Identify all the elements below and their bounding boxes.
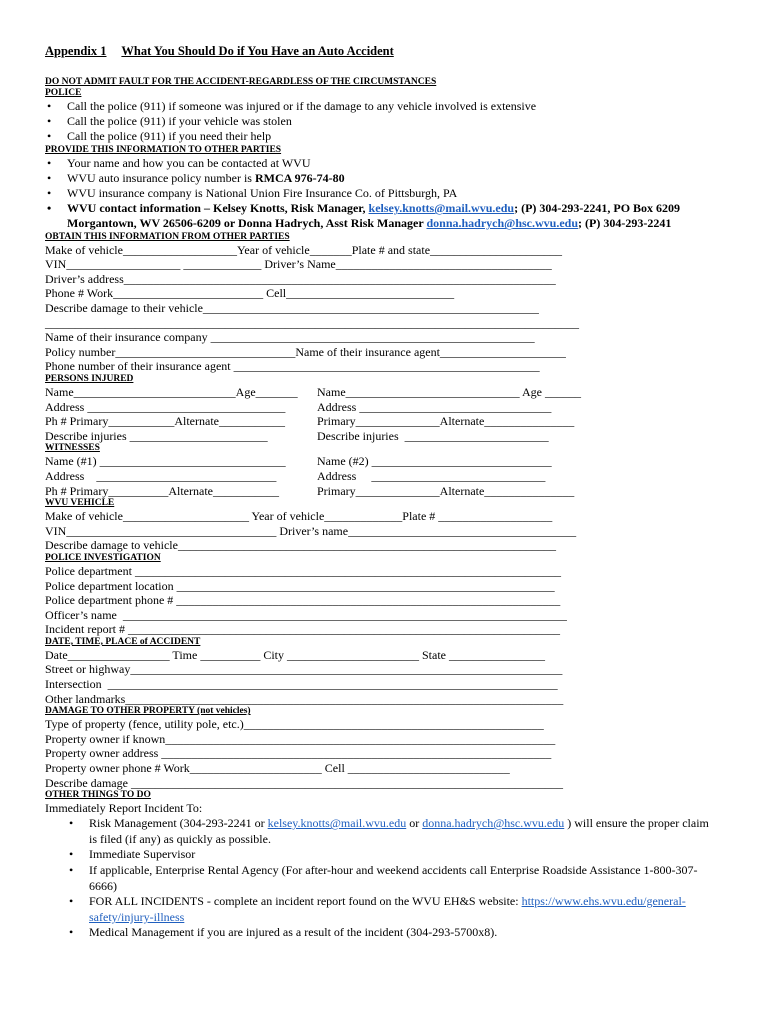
form-line[interactable]: Police department phone # ________________________________________________________________: [45, 593, 561, 608]
police-heading: POLICE: [45, 88, 82, 98]
form-line[interactable]: Describe damage to vehicle_______________________________________________________________: [45, 538, 556, 553]
form-line[interactable]: Name_____________________________ Age ______: [317, 384, 581, 399]
form-line[interactable]: Address ______________________________: [45, 468, 277, 483]
form-line[interactable]: Name (#2) ______________________________: [317, 454, 552, 469]
provide-item: • Your name and how you can be contacted at WVU: [45, 156, 725, 171]
policy-prefix: WVU auto insurance policy number is: [67, 170, 255, 185]
form-line[interactable]: Street or highway________________________________________________________________________: [45, 662, 563, 677]
date-place-fields: [45, 648, 725, 706]
form-line[interactable]: Officer’s name __________________________________________________________________________: [45, 607, 567, 622]
form-line[interactable]: Name___________________________Age_______: [45, 384, 298, 399]
police-investigation-heading: POLICE INVESTIGATION: [45, 552, 161, 563]
police-item: • Call the police (911) if your vehicle was stolen: [45, 114, 725, 129]
damage-other-heading: DAMAGE TO OTHER PROPERTY (not vehicles): [45, 706, 251, 717]
form-line[interactable]: _________________________________________________________________________________________: [45, 315, 579, 330]
police-investigation-fields: [45, 564, 725, 637]
form-line[interactable]: Primary______________Alternate_______________: [317, 414, 575, 429]
ehs-website-link[interactable]: https://www.ehs.wvu.edu/general-safety/injury-illness: [89, 894, 686, 924]
obtain-fields: [45, 243, 725, 374]
other-item: [45, 816, 717, 847]
form-line[interactable]: Address ________________________________: [317, 399, 552, 414]
other-heading: OTHER THINGS TO DO: [45, 790, 151, 801]
form-line[interactable]: Policy number______________________________Name of their insurance agent_____________________: [45, 344, 566, 359]
form-line[interactable]: Type of property (fence, utility pole, etc.)__________________________________________________: [45, 717, 544, 732]
form-line[interactable]: VIN___________________ _____________ Driver’s Name____________________________________: [45, 257, 552, 272]
form-line[interactable]: Address _________________________________: [45, 399, 286, 414]
item-text: FOR ALL INCIDENTS - complete an incident report found on the WVU EH&S website:: [89, 894, 522, 909]
form-row: [45, 400, 725, 415]
persons-heading: PERSONS INJURED: [45, 373, 134, 384]
persons-fields: [45, 385, 725, 443]
form-line[interactable]: Phone number of their insurance agent ___________________________________________________: [45, 359, 540, 374]
other-item: [45, 894, 717, 925]
form-line[interactable]: Name (#1) _______________________________: [45, 454, 286, 469]
document-page: [45, 44, 725, 941]
form-line[interactable]: Make of vehicle_____________________ Year of vehicle_____________Plate # ___________________: [45, 509, 553, 524]
provide-list: [45, 156, 725, 232]
item-text: ) will ensure the proper claim is filed (if any) as quickly as possible.: [89, 816, 709, 846]
contact-text: WVU contact information – Kelsey Knotts, Risk Manager,: [67, 201, 369, 216]
obtain-heading: OBTAIN THIS INFORMATION FROM OTHER PARTIES: [45, 231, 290, 242]
title-text: What You Should Do if You Have an Auto Accident: [121, 44, 394, 58]
other-list: [45, 816, 725, 941]
date-place-heading: DATE, TIME, PLACE of ACCIDENT: [45, 636, 201, 647]
form-line[interactable]: Property owner if known_________________________________________________________________: [45, 731, 556, 746]
police-item: • Call the police (911) if someone was injured or if the damage to any vehicle involved is extensive: [45, 99, 725, 114]
kelsey-email-link[interactable]: kelsey.knotts@mail.wvu.edu: [368, 201, 515, 216]
form-line[interactable]: Incident report # ________________________________________________________________________: [45, 622, 560, 637]
form-row: [45, 469, 725, 484]
form-line[interactable]: Describe injuries _______________________: [45, 428, 268, 443]
form-line[interactable]: Intersection ___________________________________________________________________________: [45, 677, 558, 692]
form-line[interactable]: Name of their insurance company ______________________________________________________: [45, 330, 535, 345]
form-line[interactable]: Property owner phone # Work______________________ Cell ___________________________: [45, 761, 510, 776]
form-line[interactable]: Ph # Primary___________Alternate___________: [45, 414, 285, 429]
provide-heading: PROVIDE THIS INFORMATION TO OTHER PARTIES: [45, 144, 282, 155]
form-line[interactable]: Police department location _______________________________________________________________: [45, 578, 555, 593]
form-row: [45, 454, 725, 469]
damage-other-fields: [45, 717, 725, 790]
police-list: [45, 99, 725, 145]
contact-item: [45, 201, 725, 231]
contact-text: ; (P) 304-293-2241: [578, 216, 672, 231]
form-row: [45, 385, 725, 400]
provide-item: [45, 171, 725, 186]
other-item: • Immediate Supervisor: [45, 847, 717, 863]
wvu-vehicle-heading: WVU VEHICLE: [45, 498, 115, 509]
police-item: • Call the police (911) if you need their help: [45, 129, 725, 144]
form-line[interactable]: Phone # Work_________________________ Cell____________________________: [45, 286, 455, 301]
form-line[interactable]: Ph # Primary__________Alternate___________: [45, 483, 279, 498]
form-line[interactable]: Driver’s address________________________________________________________________________: [45, 271, 556, 286]
other-item: • Medical Management if you are injured as a result of the incident (304-293-5700x8).: [45, 925, 717, 941]
warning-heading: DO NOT ADMIT FAULT FOR THE ACCIDENT-REGARDLESS OF THE CIRCUMSTANCES: [45, 77, 437, 87]
form-line[interactable]: Describe injuries ________________________: [317, 428, 549, 443]
form-row: [45, 484, 725, 499]
wvu-vehicle-fields: [45, 509, 725, 553]
policy-number: RMCA 976-74-80: [254, 170, 345, 185]
kelsey-email-link[interactable]: kelsey.knotts@mail.wvu.edu: [267, 816, 407, 831]
item-text: or: [406, 816, 423, 831]
form-line[interactable]: Other landmarks_________________________________________________________________________: [45, 691, 564, 706]
form-line[interactable]: Address _____________________________: [317, 468, 546, 483]
page-title: [45, 44, 725, 59]
form-line[interactable]: Property owner address _________________________________________________________________: [45, 746, 552, 761]
report-intro: Immediately Report Incident To:: [45, 801, 203, 816]
other-item: • If applicable, Enterprise Rental Agency (For after-hour and weekend accidents call Enterprise Roadside Assistance 1-800-307-6666): [45, 863, 717, 894]
form-line[interactable]: Police department _______________________________________________________________________: [45, 563, 561, 578]
witnesses-fields: [45, 454, 725, 498]
form-line[interactable]: Primary______________Alternate_______________: [317, 483, 575, 498]
provide-item: • WVU insurance company is National Union Fire Insurance Co. of Pittsburgh, PA: [45, 186, 725, 201]
witnesses-heading: WITNESSES: [45, 443, 100, 454]
form-line[interactable]: Make of vehicle___________________Year of vehicle_______Plate # and state______________________: [45, 242, 563, 257]
form-line[interactable]: Describe damage to their vehicle________________________________________________________: [45, 301, 539, 315]
item-text: Risk Management (304-293-2241 or: [89, 816, 268, 831]
form-line[interactable]: VIN___________________________________ Driver’s name______________________________________: [45, 523, 577, 538]
form-line[interactable]: Describe damage ________________________________________________________________________: [45, 775, 563, 790]
form-row: [45, 414, 725, 429]
contact-text: Morgantown, WV 26506-6209 or Donna Hadrych, Asst Risk Manager: [67, 216, 427, 231]
appendix-label: Appendix 1: [45, 44, 107, 58]
form-row: [45, 429, 725, 444]
contact-text: ; (P) 304-293-2241, PO Box 6209: [514, 201, 681, 216]
donna-email-link[interactable]: donna.hadrych@hsc.wvu.edu: [422, 816, 565, 831]
donna-email-link[interactable]: donna.hadrych@hsc.wvu.edu: [426, 216, 579, 231]
form-line[interactable]: Date_________________ Time __________ City ______________________ State ________________: [45, 647, 546, 662]
